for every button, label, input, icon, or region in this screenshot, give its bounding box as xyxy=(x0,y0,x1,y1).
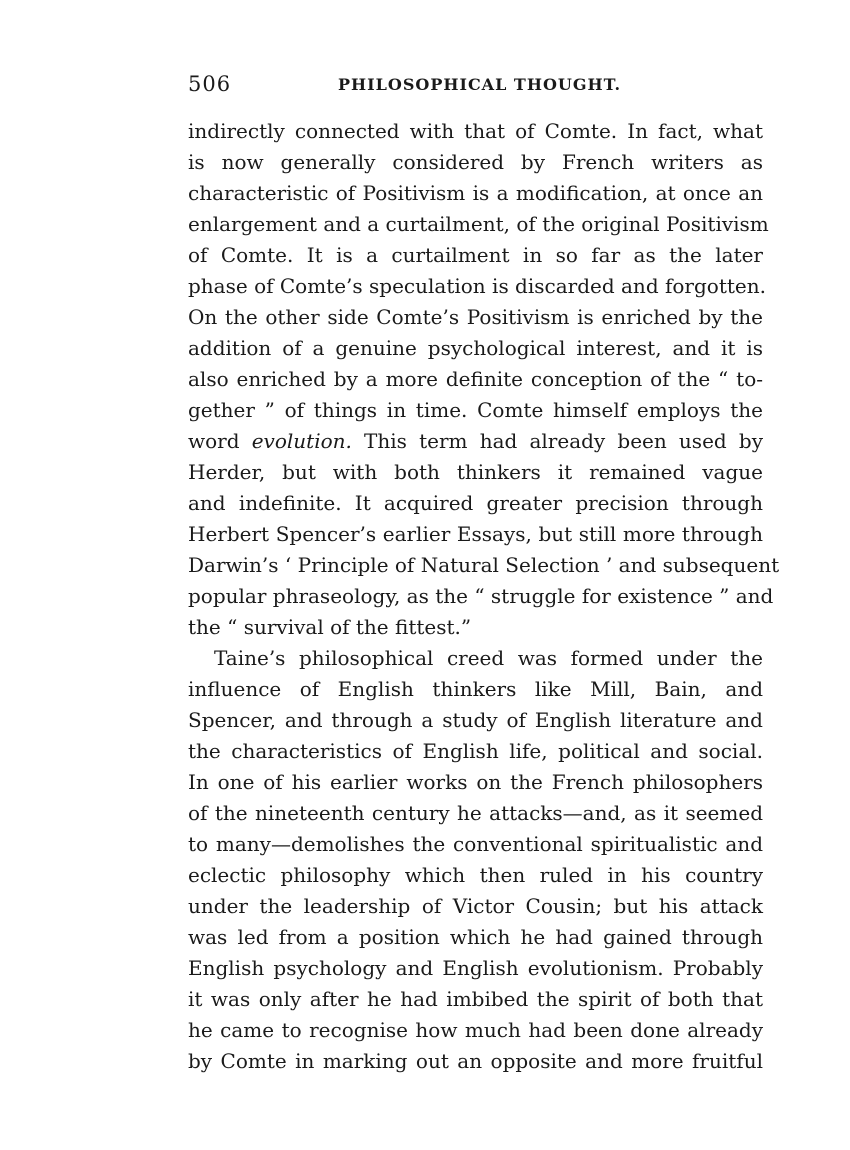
text-line: English psychology and English evolutionism. Probably xyxy=(188,956,763,980)
text-line: popular phraseology, as the “ struggle for existence ” and xyxy=(188,584,774,608)
text-line: by Comte in marking out an opposite and more fruitful xyxy=(188,1049,763,1073)
text-line: characteristic of Positivism is a modification, at once an xyxy=(188,181,763,205)
text-line: is now generally considered by French writers as xyxy=(188,150,763,174)
text-line: Herbert Spencer’s earlier Essays, but still more through xyxy=(188,522,763,546)
text-line: and indefinite. It acquired greater precision through xyxy=(188,491,763,515)
text-line: addition of a genuine psychological interest, and it is xyxy=(188,336,763,360)
text-line: it was only after he had imbibed the spirit of both that xyxy=(188,987,763,1011)
text-line xyxy=(188,426,763,457)
text-line: under the leadership of Victor Cousin; but his attack xyxy=(188,894,763,918)
text-line: to many—demolishes the conventional spiritualistic and xyxy=(188,832,763,856)
text-line: also enriched by a more definite conception of the “ to- xyxy=(188,367,763,391)
text-line: influence of English thinkers like Mill, Bain, and xyxy=(188,677,763,701)
text-line: the characteristics of English life, political and social. xyxy=(188,739,763,763)
page-number: 506 xyxy=(188,72,232,96)
text-line: In one of his earlier works on the French philosophers xyxy=(188,770,763,794)
text-segment: This term had already been used by xyxy=(351,429,763,453)
text-line: the “ survival of the fittest.” xyxy=(188,615,472,639)
text-line: Taine’s philosophical creed was formed under the xyxy=(214,646,763,670)
text-line: indirectly connected with that of Comte. In fact, what xyxy=(188,119,763,143)
text-segment: word xyxy=(188,429,252,453)
text-line: gether ” of things in time. Comte himself employs the xyxy=(188,398,763,422)
body-text xyxy=(188,116,780,1077)
italic-word: evolution. xyxy=(251,429,352,453)
text-line: phase of Comte’s speculation is discarded and forgotten. xyxy=(188,274,766,298)
text-line: eclectic philosophy which then ruled in his country xyxy=(188,863,763,887)
text-line: Darwin’s ‘ Principle of Natural Selection ’ and subsequent xyxy=(188,553,780,577)
text-line: of Comte. It is a curtailment in so far as the later xyxy=(188,243,763,267)
text-line: Herder, but with both thinkers it remained vague xyxy=(188,460,763,484)
text-line: Spencer, and through a study of English literature and xyxy=(188,708,763,732)
text-line: he came to recognise how much had been done already xyxy=(188,1018,763,1042)
text-line: of the nineteenth century he attacks—and, as it seemed xyxy=(188,801,763,825)
text-line: On the other side Comte’s Positivism is enriched by the xyxy=(188,305,763,329)
text-line: was led from a position which he had gained through xyxy=(188,925,763,949)
text-line: enlargement and a curtailment, of the original Positivism xyxy=(188,212,769,236)
running-head xyxy=(188,72,763,102)
running-title: PHILOSOPHICAL THOUGHT. xyxy=(338,75,622,94)
